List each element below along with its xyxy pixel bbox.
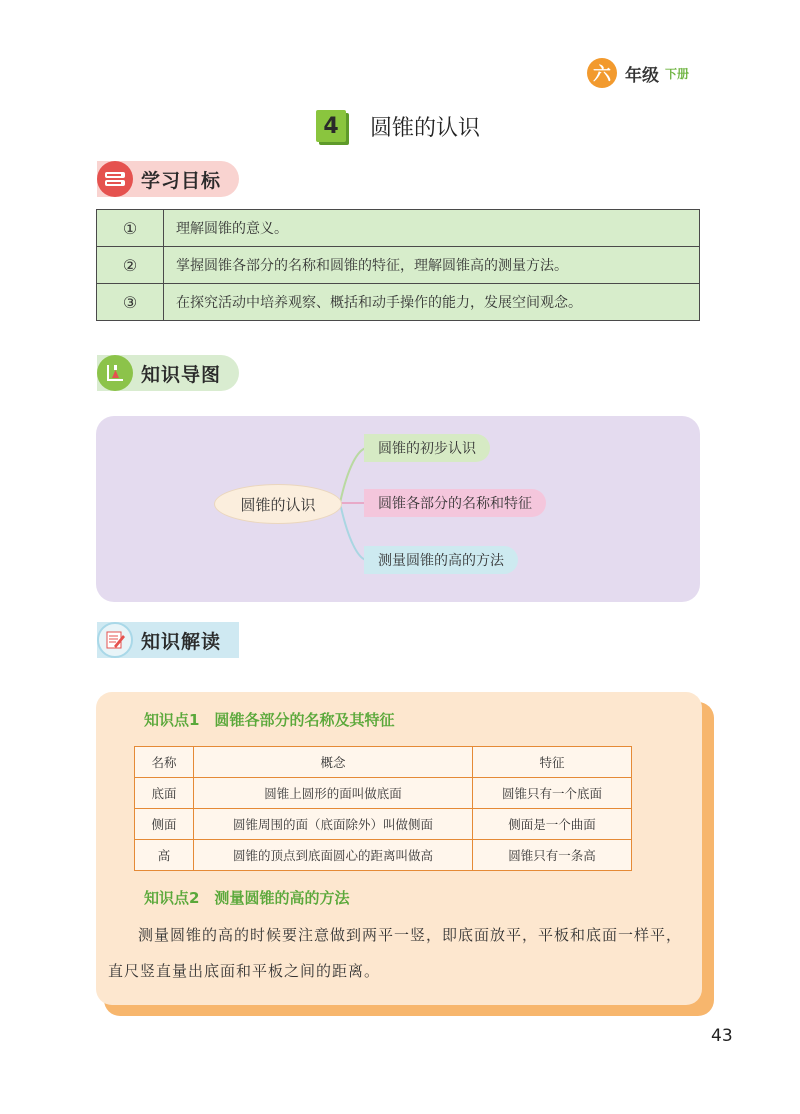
knowledge-card bbox=[96, 692, 702, 1005]
table-header: 特征 bbox=[473, 747, 632, 778]
knowledge-point-2-text: 测量圆锥的高的时候要注意做到两平一竖，即底面放平，平板和底面一样平，直尺竖直量出底面和平板之间的距离。 bbox=[108, 926, 683, 980]
table-cell: 圆锥上圆形的面叫做底面 bbox=[194, 778, 473, 809]
notepad-pencil-icon bbox=[97, 622, 133, 658]
goal-text: 在探究活动中培养观察、概括和动手操作的能力，发展空间观念。 bbox=[164, 284, 700, 321]
section-reading-header bbox=[97, 622, 239, 658]
goal-number: ③ bbox=[97, 284, 164, 321]
goal-number: ① bbox=[97, 210, 164, 247]
goals-table bbox=[96, 209, 700, 321]
goal-row bbox=[97, 210, 700, 247]
table-header: 名称 bbox=[135, 747, 194, 778]
lesson-title bbox=[316, 110, 480, 142]
knowledge-point-2-title: 知识点2 测量圆锥的高的方法 bbox=[144, 889, 350, 907]
section-mindmap-header bbox=[97, 355, 239, 391]
table-row bbox=[135, 840, 632, 871]
section-reading-title: 知识解读 bbox=[141, 630, 222, 653]
mind-map-center: 圆锥的认识 bbox=[214, 484, 342, 524]
grade-sub: 下册 bbox=[665, 66, 690, 81]
knowledge-table bbox=[134, 746, 632, 871]
table-cell: 圆锥只有一条高 bbox=[473, 840, 632, 871]
goal-number: ② bbox=[97, 247, 164, 284]
mind-map bbox=[96, 416, 700, 602]
flask-icon bbox=[97, 355, 133, 391]
lesson-number: 4 bbox=[316, 110, 346, 142]
table-row bbox=[135, 809, 632, 840]
mind-map-node: 圆锥各部分的名称和特征 bbox=[364, 489, 546, 517]
table-header-row bbox=[135, 747, 632, 778]
book-icon bbox=[97, 161, 133, 197]
goal-row bbox=[97, 284, 700, 321]
section-goals-header bbox=[97, 161, 239, 197]
grade-circle: 六 bbox=[587, 58, 617, 88]
section-goals-title: 学习目标 bbox=[141, 169, 222, 192]
grade-badge bbox=[587, 58, 689, 88]
table-cell: 圆锥只有一个底面 bbox=[473, 778, 632, 809]
goal-text: 掌握圆锥各部分的名称和圆锥的特征，理解圆锥高的测量方法。 bbox=[164, 247, 700, 284]
lesson-title-text: 圆锥的认识 bbox=[370, 115, 481, 141]
table-cell: 圆锥周围的面（底面除外）叫做侧面 bbox=[194, 809, 473, 840]
goal-text: 理解圆锥的意义。 bbox=[164, 210, 700, 247]
grade-label: 年级 bbox=[625, 65, 659, 86]
knowledge-point-1-title: 知识点1 圆锥各部分的名称及其特征 bbox=[144, 711, 395, 729]
table-cell: 圆锥的顶点到底面圆心的距离叫做高 bbox=[194, 840, 473, 871]
mind-map-node: 圆锥的初步认识 bbox=[364, 434, 490, 462]
table-cell: 侧面是一个曲面 bbox=[473, 809, 632, 840]
mind-map-node: 测量圆锥的高的方法 bbox=[364, 546, 518, 574]
page-number: 43 bbox=[711, 1026, 733, 1046]
table-cell: 高 bbox=[135, 840, 194, 871]
goal-row bbox=[97, 247, 700, 284]
section-mindmap-title: 知识导图 bbox=[141, 363, 222, 386]
table-cell: 侧面 bbox=[135, 809, 194, 840]
table-cell: 底面 bbox=[135, 778, 194, 809]
table-row bbox=[135, 778, 632, 809]
table-header: 概念 bbox=[194, 747, 473, 778]
